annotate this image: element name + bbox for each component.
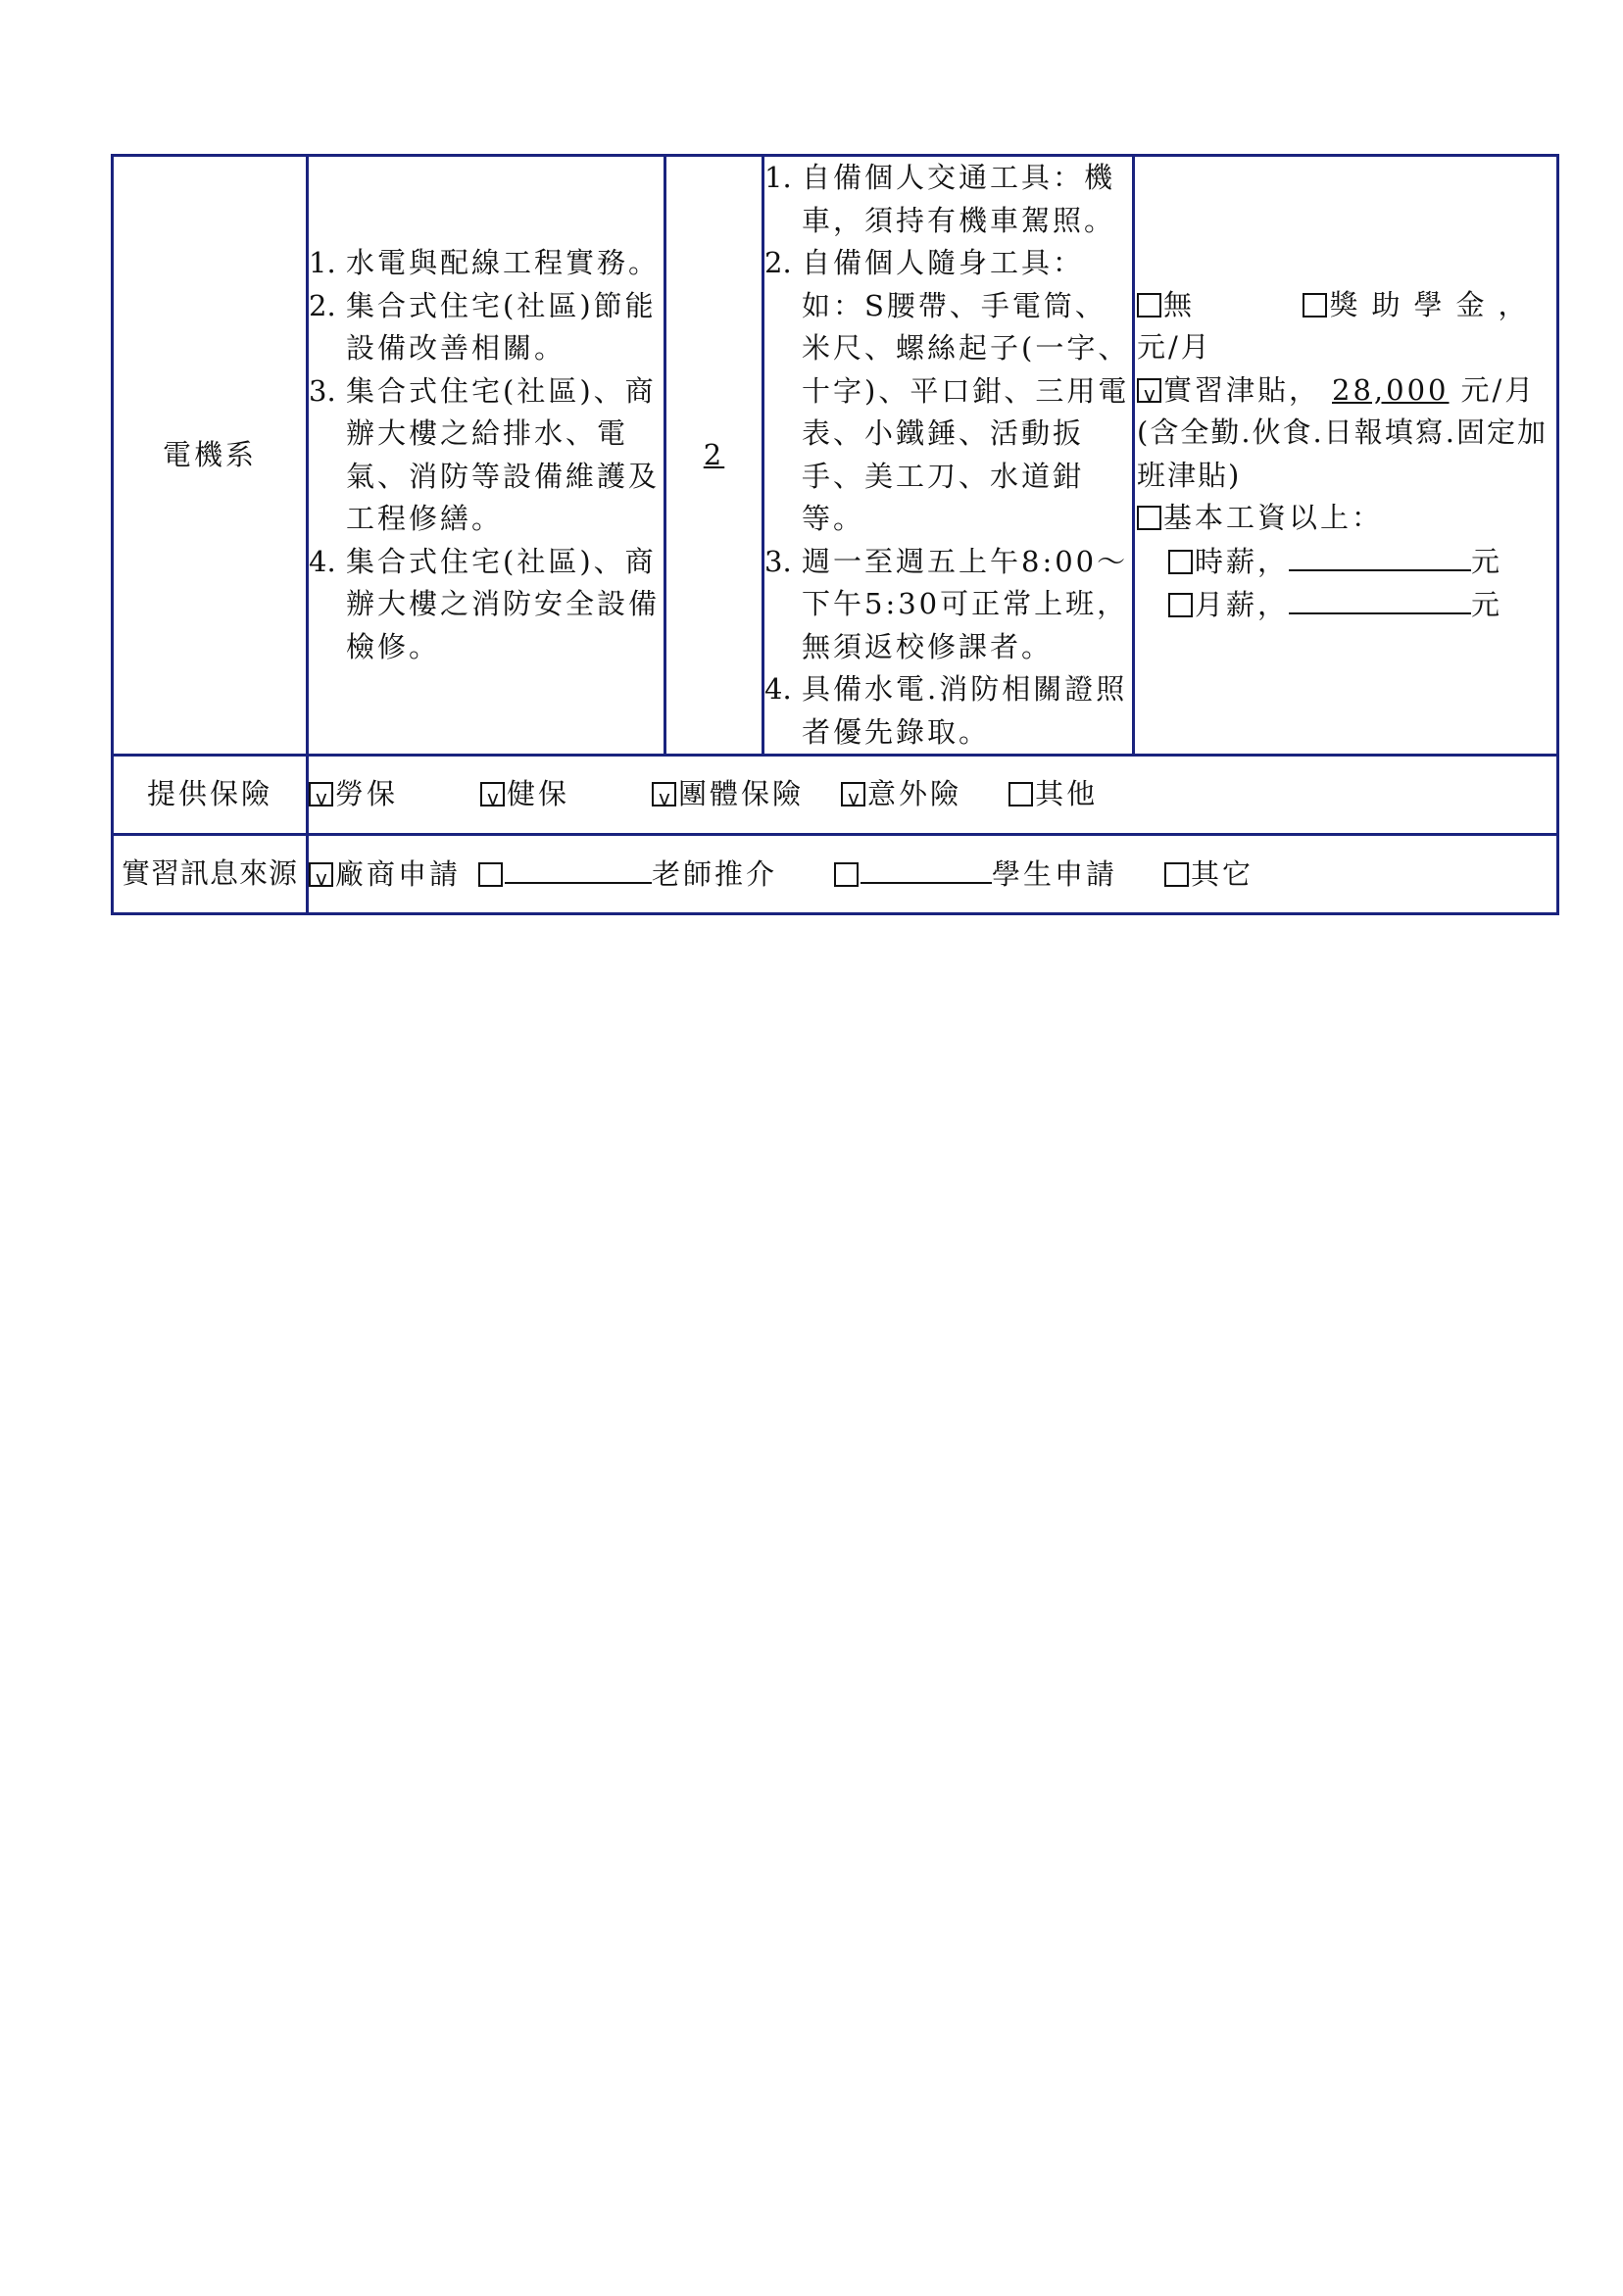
none-checkbox[interactable] xyxy=(1137,293,1161,318)
department-cell xyxy=(113,156,308,756)
list-item: 4. 具備水電.消防相關證照者優先錄取。 xyxy=(764,672,1128,749)
department-name: 電機系 xyxy=(162,437,257,471)
conditions-list xyxy=(764,157,1132,754)
list-item: 1. 水電與配線工程實務。 xyxy=(309,246,661,279)
scholarship-unit: 元/月 xyxy=(1137,330,1212,364)
other-insurance-checkbox[interactable] xyxy=(1008,782,1033,806)
list-item: 4. 集合式住宅(社區)、商辦大樓之消防安全設備檢修。 xyxy=(309,544,661,663)
scholarship-checkbox[interactable] xyxy=(1303,293,1327,318)
pay-line-hourly: 時薪， 元 xyxy=(1137,540,1556,584)
monthly-checkbox[interactable] xyxy=(1168,593,1193,617)
conditions-cell xyxy=(763,156,1134,756)
allowance-amount: 28,000 xyxy=(1332,372,1450,407)
intern-count: 2 xyxy=(703,437,725,471)
list-item: 2. 自備個人隨身工具：如：S腰帶、手電筒、米尺、螺絲起子(一字、十字)、平口鉗、三用電表、小鐵錘、活動扳手、美工刀、水道鉗等。 xyxy=(764,246,1130,535)
insurance-option[interactable]: v 意外險 xyxy=(841,773,961,816)
allowance-note: (含全勤.伙食.日報填寫.固定加班津貼) xyxy=(1137,415,1548,492)
insurance-options xyxy=(308,756,1558,835)
insurance-label: 提供保險 xyxy=(113,756,308,835)
hourly-checkbox[interactable] xyxy=(1168,550,1193,574)
pay-line-allowance: v實習津貼， 28,000 元/月 xyxy=(1137,369,1556,413)
other-source-checkbox[interactable] xyxy=(1164,862,1189,887)
content-cell xyxy=(308,156,665,756)
insurance-row xyxy=(113,756,1558,835)
content-list xyxy=(309,242,664,668)
source-row xyxy=(113,835,1558,914)
list-item: 1. 自備個人交通工具：機車，須持有機車駕照。 xyxy=(764,161,1116,237)
internship-table xyxy=(111,154,1559,915)
list-item: 3. 週一至週五上午8:00～下午5:30可正常上班，無須返校修課者。 xyxy=(764,544,1129,663)
monthly-blank[interactable] xyxy=(1289,583,1471,614)
pay-cell xyxy=(1134,156,1558,756)
insurance-option[interactable]: 其他 xyxy=(1008,773,1098,816)
vendor-label: 廠商申請 xyxy=(335,856,462,891)
labor-insurance-checkbox[interactable] xyxy=(309,782,333,806)
insurance-option[interactable]: v 健保 xyxy=(480,773,569,816)
group-insurance-checkbox[interactable] xyxy=(652,782,676,806)
health-insurance-checkbox[interactable] xyxy=(480,782,505,806)
pay-line-basic-wage: 基本工資以上： xyxy=(1137,497,1556,540)
list-item: 2. 集合式住宅(社區)節能設備改善相關。 xyxy=(309,288,657,365)
insurance-option[interactable]: v 團體保險 xyxy=(652,773,804,816)
table-row xyxy=(113,156,1558,756)
source-options xyxy=(308,835,1558,914)
teacher-blank[interactable] xyxy=(505,853,652,884)
accident-insurance-checkbox[interactable] xyxy=(841,782,865,806)
other-source-label: 其它 xyxy=(1191,856,1254,891)
list-item: 3. 集合式住宅(社區)、商辦大樓之給排水、電氣、消防等設備維護及工程修繕。 xyxy=(309,373,661,535)
source-label: 實習訊息來源 xyxy=(113,835,308,914)
vendor-checkbox[interactable] xyxy=(309,862,333,887)
count-cell xyxy=(665,156,763,756)
insurance-option[interactable]: v 勞保 xyxy=(309,773,398,816)
teacher-checkbox[interactable] xyxy=(478,862,503,887)
allowance-checkbox[interactable] xyxy=(1137,378,1161,403)
pay-line-monthly: 月薪， 元 xyxy=(1137,583,1556,627)
teacher-label: 老師推介 xyxy=(652,856,778,891)
student-checkbox[interactable] xyxy=(834,862,859,887)
basic-wage-checkbox[interactable] xyxy=(1137,506,1161,530)
student-label: 學生申請 xyxy=(992,856,1118,891)
student-blank[interactable] xyxy=(861,853,992,884)
hourly-blank[interactable] xyxy=(1289,540,1471,571)
pay-line-none-scholarship: 無 獎助學金， xyxy=(1137,284,1556,327)
